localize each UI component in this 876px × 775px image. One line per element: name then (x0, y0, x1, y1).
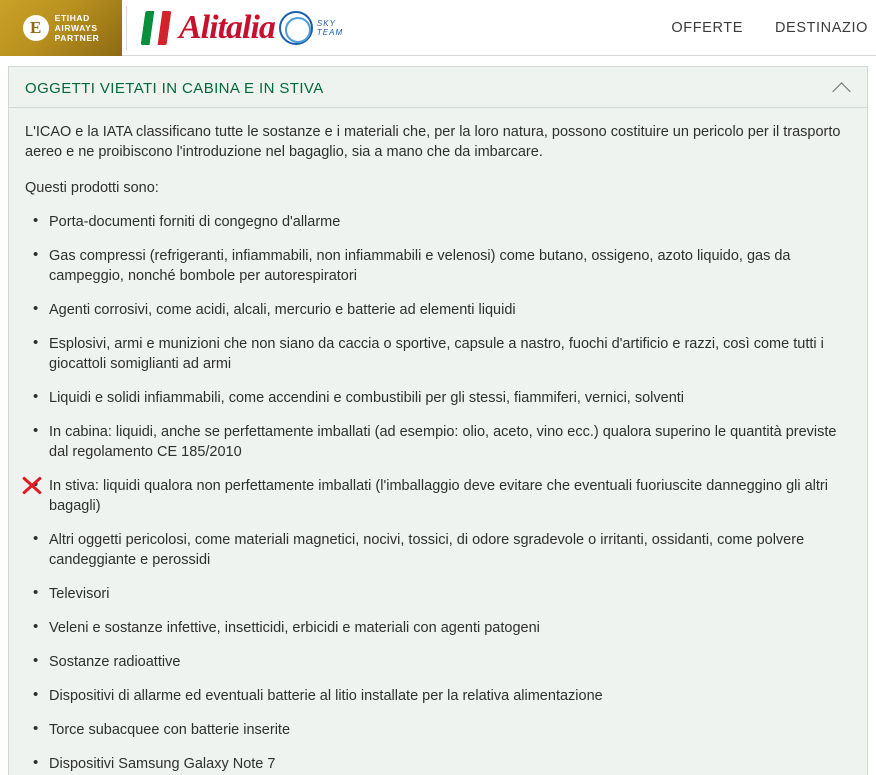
list-item: • Altri oggetti pericolosi, come materiali magnetici, nocivi, tossici, di odore sgradevole o irritanti, ossidanti, come polvere candeggiante e perossidi (25, 530, 851, 570)
panel-title: OGGETTI VIETATI IN CABINA E IN STIVA (25, 79, 324, 97)
skyteam-logo[interactable] (279, 11, 343, 45)
list-item: • Esplosivi, armi e munizioni che non siano da caccia o sportive, capsule a nastro, fuochi d'artificio e razzi, così come tutti i giocattoli somiglianti ad armi (25, 334, 851, 374)
italian-flag-icon (141, 11, 172, 45)
etihad-line-1: ETIHAD (54, 12, 90, 23)
etihad-line-2: AIRWAYS (54, 22, 98, 33)
list-item: • Gas compressi (refrigeranti, infiammabili, non infiammabili e velenosi) come butano, ossigeno, azoto liquido, gas da campeggio, nonché bombole per autorespiratori (25, 246, 851, 286)
list-item: • Porta-documenti forniti di congegno d'allarme (25, 212, 851, 232)
etihad-partner-text (55, 13, 100, 43)
lead-paragraph: Questi prodotti sono: (25, 180, 159, 196)
alitalia-logo[interactable] (143, 8, 275, 46)
etihad-line-3: PARTNER (54, 32, 100, 43)
prohibited-items-list (25, 212, 851, 774)
skyteam-line-2: TEAM (316, 27, 344, 37)
list-item-label: In stiva: liquidi qualora non perfettamente imballati (l'imballaggio deve evitare che eventuali fuoriuscite danneggino gli altri bagagli) (49, 478, 828, 514)
main-nav (671, 20, 876, 36)
skyteam-text (317, 19, 343, 37)
list-item: • Dispositivi Samsung Galaxy Note 7 (25, 754, 851, 774)
list-item: • In cabina: liquidi, anche se perfettamente imballati (ad esempio: olio, aceto, vino ecc.) qualora superino le quantità previste dal regolamento CE 185/2010 (25, 422, 851, 462)
list-item: • Agenti corrosivi, come acidi, alcali, mercurio e batterie ad elementi liquidi (25, 300, 851, 320)
list-item: • Televisori (25, 584, 851, 604)
etihad-partner-logo[interactable] (0, 0, 122, 56)
intro-paragraph: L'ICAO e la IATA classificano tutte le sostanze e i materiali che, per la loro natura, possono costituire un pericolo per il trasporto aereo e ne proibiscono l'introduzione nel bagaglio, sia a mano che da imbarcare. (25, 124, 841, 160)
list-item-marked (25, 476, 851, 516)
site-header (0, 0, 876, 56)
panel-header-toggle[interactable] (9, 67, 867, 108)
etihad-logo-inner (23, 13, 100, 43)
skyteam-line-1: SKY (316, 18, 336, 28)
brand-wordmark: Alitalia (179, 8, 275, 46)
panel-body (9, 108, 867, 775)
list-item: • Dispositivi di allarme ed eventuali batterie al litio installate per la relativa alimentazione (25, 686, 851, 706)
list-item: • Liquidi e solidi infiammabili, come accendini e combustibili per gli stessi, fiammiferi, vernici, solventi (25, 388, 851, 408)
list-item: • Sostanze radioattive (25, 652, 851, 672)
nav-item-offerte[interactable]: OFFERTE (671, 19, 743, 36)
list-item: • Veleni e sostanze infettive, insetticidi, erbicidi e materiali con agenti patogeni (25, 618, 851, 638)
list-item: • Torce subacquee con batterie inserite (25, 720, 851, 740)
nav-item-destinazioni[interactable]: DESTINAZIO (774, 19, 868, 36)
chevron-up-icon[interactable] (833, 79, 851, 97)
etihad-e-icon: E (23, 15, 49, 41)
skyteam-icon (279, 11, 313, 45)
red-x-marker-icon (18, 473, 44, 499)
prohibited-items-panel (8, 66, 868, 775)
header-divider (126, 6, 127, 50)
